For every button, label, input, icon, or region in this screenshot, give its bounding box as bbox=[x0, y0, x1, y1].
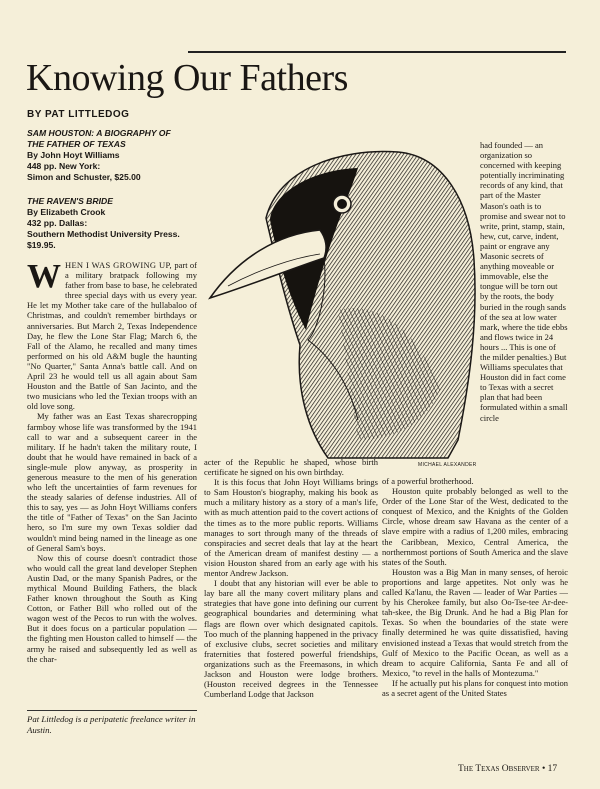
paragraph: Now this of course doesn't contradict those who would call the great land developer Stephen Austin Dad, or the many Spanish Padres, or the mythical Mound Building Fathers, the black Father known throughout the South as King Cotton, or Father Bill who rolled out of the wagon west of the Pecos to run with the wolves. But it does focus on a particular population — the fighting men Houston called to himself — the army he raised and subsequently led as well as the char- bbox=[27, 552, 197, 664]
paragraph: My father was an East Texas sharecropping farmboy whose life was transformed by the 1941 call to war and a subsequent career in the military. If he hadn't taken the military route, I doubt that he would have remained in back of a single-mule plow anyway, as prosperity in generous measure to the men of his generation who left the uncertainties of farm revenues for the steady salaries of defense industries. All of this to say, yes — as John Hoyt Williams confers the title of "Father of Texas" on the San Jacinto hero, so I'm sure my own Texas soldier dad wouldn't mind being named in the lineage as one of General Sam's boys. bbox=[27, 411, 197, 553]
paragraph: acter of the Republic he shaped, whose birth certificate he signed on his own birthday. bbox=[204, 457, 378, 478]
page-footer: The Texas Observer • 17 bbox=[458, 764, 558, 774]
book-publisher: Southern Methodist University Press. bbox=[27, 229, 180, 239]
paragraph-text: part of a military bratpack following my father from base to base, he celebrated three special days with us every year. He let my Mother take care of the hullabaloo of Christmas, and couldn't remember birthdays or anniversaries. But March 2, Texas Independence Day, he flew the Lone Star Flag; March 6, the Fall of the Alamo, he recalled and many times performed on his old A&M bugle the haunting "No Quarter," Santa Anna's battle call. And on April 23 he would tell us all again about Sam Houston and the Battle of San Jacinto, and the two musicians who led the Texian troops with an old love song. bbox=[27, 260, 197, 412]
book-info-1 bbox=[27, 128, 227, 183]
lead-caps: HEN I WAS GROWING UP, bbox=[65, 260, 172, 270]
paragraph: of a powerful brotherhood. bbox=[382, 476, 474, 486]
body-column-3-upper bbox=[480, 140, 568, 470]
body-column-2 bbox=[204, 457, 378, 773]
lead-paragraph bbox=[27, 260, 197, 411]
footnote-rule bbox=[27, 710, 197, 711]
paragraph: Houston was a Big Man in many senses, of heroic proportions and large appetites. Not only was he called Ka'lanu, the Raven — leader of War Parties — by his Cherokee family, but also Oo-Tse-tee Ar-dee-tah-skee, the Big Drunk. And he had a Big Plan for Texas. So when the boundaries of the state were finally determined he was quite dissatisfied, having envisioned instead a Texas that would stretch from the Gulf of Mexico to the Pacific Ocean, as well as a dream to acquire California, Santa Fe and all of Mexico, "to revel in the halls of Montezuma." bbox=[382, 566, 568, 678]
book-title-line: THE FATHER OF TEXAS bbox=[27, 139, 126, 149]
paragraph: had founded — an organization so concerned with keeping potentially incriminating records of any kind, that part of the Master Mason's oath is to promise and swear not to write, print, stamp, stain, hew, cut, carve, indent, paint or engrave any Masonic secrets of anything moveable or immovable, else the tongue will be torn out by the roots, the body buried in the rough sands of the sea at low water mark, where the tide ebbs and flows twice in 24 hours ... This is one of the milder penalties.) But Williams speculates that Houston did in fact come to Texas with a secret plan that had been formulated within a small circle bbox=[480, 140, 568, 423]
book-publisher: Simon and Schuster, $25.00 bbox=[27, 172, 141, 182]
paragraph: Houston quite probably belonged as well to the Order of the Lone Star of the West, dedicated to the conquest of Mexico, and the Knights of the Golden Circle, whose dream saw Havana as the center of a slave empire with a radius of 1,200 miles, embracing the Caribbean, Mexico, Central America, the northernmost portions of South America and the slave states of the South. bbox=[382, 486, 568, 567]
body-column-3 bbox=[382, 476, 568, 756]
title-rule bbox=[188, 51, 566, 53]
paragraph: It is this focus that John Hoyt Williams brings to Sam Houston's biography, making his book as much a military history as a story of a man's life, with as much attention paid to the covert actions of the times as to the more public reports. Williams manages to sort through many of the threads of conspiracies and secret deals that lay at the heart of the American dream of manifest destiny — a vision Houston shared from an early age with his mentor Andrew Jackson. bbox=[204, 477, 378, 579]
paragraph: I doubt that any historian will ever be able to lay bare all the many covert military plans and strategies that have gone into defining our current geographical boundaries and determining what flags are flown over which designated capitols. Too much of the planning happened in the privacy of exclusive clubs, secret societies and military fraternities that fostered powerful friendships, organizations such as the Freemasons, in which Jackson and Houston were lodge brothers. (Houston received degrees in the Tennessee Cumberland Lodge that Jackson bbox=[204, 578, 378, 700]
book-price: $19.95. bbox=[27, 240, 56, 250]
book-pages: 448 pp. New York: bbox=[27, 161, 101, 171]
raven-illustration bbox=[208, 140, 480, 464]
author-footnote: Pat Littledog is a peripatetic freelance writer in Austin. bbox=[27, 714, 196, 735]
book-title-line: SAM HOUSTON: A BIOGRAPHY OF bbox=[27, 128, 171, 138]
book-author: By Elizabeth Crook bbox=[27, 207, 106, 217]
book-title-line: THE RAVEN'S BRIDE bbox=[27, 196, 113, 206]
drop-cap: W bbox=[27, 260, 61, 295]
book-author: By John Hoyt Williams bbox=[27, 150, 120, 160]
byline: BY PAT LITTLEDOG bbox=[27, 109, 130, 120]
illustration-credit: MICHAEL ALEXANDER bbox=[418, 462, 477, 468]
body-column-1 bbox=[27, 260, 197, 700]
book-pages: 432 pp. Dallas: bbox=[27, 218, 88, 228]
book-info-2 bbox=[27, 196, 227, 251]
article-title: Knowing Our Fathers bbox=[26, 57, 348, 99]
paragraph: If he actually put his plans for conquest into motion as a secret agent of the United States bbox=[382, 677, 568, 698]
